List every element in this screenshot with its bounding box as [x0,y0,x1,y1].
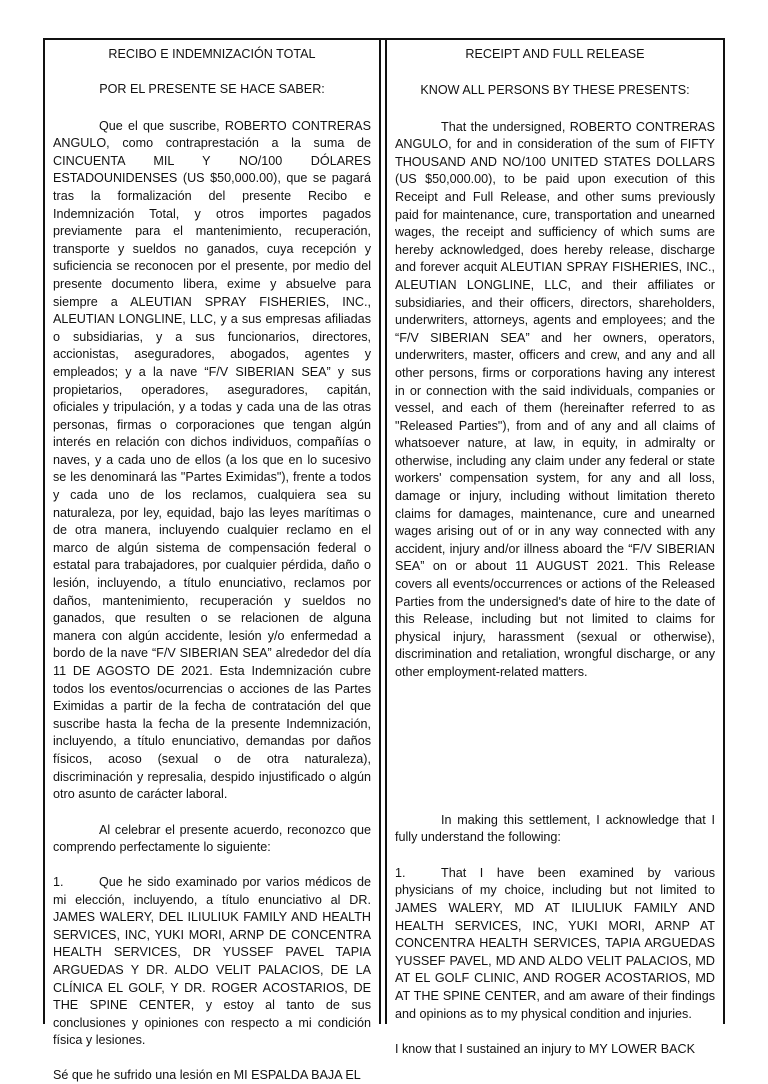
spanish-subtitle: POR EL PRESENTE SE HACE SABER: [99,82,325,96]
spanish-item-1 [53,874,371,1050]
spanish-acknowledge-paragraph: Al celebrar el presente acuerdo, reconozco que comprendo perfectamente lo siguiente: [53,822,371,855]
spanish-title: RECIBO E INDEMNIZACIÓN TOTAL [108,47,316,61]
english-item-1-text: That I have been examined by various physicians of my choice, including but not limited to JAMES WALERY, MD AT ILIULIUK FAMILY AND HEALTH SERVICES, INC, YUKI MORI, ARNP AT CONCENTRA HEALTH SERVICES, TAPIA ARGUEDAS YUSSEF PAVEL, MD AND ALDO VELIT PALACIOS, MD AT EL GOLF CLINIC, AND ROGER ACOSTARIOS, MD AT THE SPINE CENTER, and am aware of their findings and opinions as to my physical condition and injuries. [395,865,715,1021]
english-release-paragraph: That the undersigned, ROBERTO CONTRERAS ANGULO, for and in consideration of the sum of FIFTY THOUSAND AND NO/100 UNITED STATES DOLLARS (US $50,000.00), to be paid upon execution of this Receipt and Full Release, and other sums previously paid for maintenance, cure, transportation and unearned wages, the receipt and sufficiency of which sums are hereby acknowledged, does hereby release, discharge and forever acquit ALEUTIAN SPRAY FISHERIES, INC., ALEUTIAN LONGLINE, LLC, and their affiliates or subsidiaries, and their officers, directors, shareholders, underwriters, attorneys, agents and employees; and the “F/V SIBERIAN SEA” and her owners, operators, underwriters, master, officers and crew, and any and all other persons, firms or corporations having any interest in or connection with the said individuals, companies or vessel, and each of them (hereinafter referred to as "Released Parties"), from and of any and all claims of whatsoever nature, at law, in equity, in admiralty or otherwise, including any claim under any federal or state workers' compensation system, for any and all loss, damage or injury, including without limitation thereto claims for damages, maintenance, cure and unearned wages arising out of or in any way connected with any accident, injury and/or illness aboard the “F/V SIBERIAN SEA” on or about 11 AUGUST 2021. This Release covers all events/occurrences or actions of the Released Parties from the undersigned's date of hire to the date of this Release, including but not limited to claims for physical injury, harassment (sexual or otherwise), discrimination and retaliation, wrongful discharge, or any other employment-related matters. [395,119,715,679]
spanish-injury-paragraph: Sé que he sufrido una lesión en MI ESPALDA BAJA EL [53,1067,361,1082]
english-injury-paragraph: I know that I sustained an injury to MY LOWER BACK [395,1042,696,1057]
spanish-item-1-text: Que he sido examinado por varios médicos de mi elección, incluyendo, a título enunciativo al DR. JAMES WALERY, DEL ILIULIUK FAMILY AND HEALTH SERVICES, INC, YUKI MORI, ARNP DE CONCENTRA HEALTH SERVICES, DR YUSSEF PAVEL TAPIA ARGUEDAS Y DR. ALDO VELIT PALACIOS, DE LA CLÍNICA EL GOLF, Y DR. ROGER ACOSTARIOS, DE THE SPINE CENTER, y estoy al tanto de sus conclusiones y opiniones con respecto a mi condición física y lesiones. [53,874,371,1048]
document-table [43,38,725,1082]
english-subtitle: KNOW ALL PERSONS BY THESE PRESENTS: [420,83,690,97]
english-acknowledge-paragraph: In making this settlement, I acknowledge that I fully understand the following: [395,812,715,845]
spanish-column [45,40,381,1082]
english-title: RECEIPT AND FULL RELEASE [465,47,645,61]
spanish-item-1-number: 1. [53,874,64,889]
spanish-release-paragraph: Que el que suscribe, ROBERTO CONTRERAS ANGULO, como contraprestación a la suma de CINCUENTA MIL Y NO/100 DÓLARES ESTADOUNIDENSES (US $50,000.00), que se pagará tras la formalización del presente Recibo e Indemnización Total, y otros importes pagados previamente para el mantenimiento, recuperación, transporte y sueldos no ganados, cuya recepción y suficiencia se reconocen por el presente, por medio del presente documento libera, exime y absuelve para siempre a ALEUTIAN SPRAY FISHERIES, INC., ALEUTIAN LONGLINE, LLC, y a sus empresas afiliadas o subsidiarias, y a sus funcionarios, directores, accionistas, aseguradores, abogados, agentes y empleados; y a la nave “F/V SIBERIAN SEA” y sus propietarios, operadores, aseguradores, capitán, oficiales y tripulación, y a todas y cada una de las otras personas, firmas o corporaciones que tengan algún interés en relación con dichos individuos, compañías o naves, y a cada uno de ellos (a los que en lo sucesivo se les denominará las "Partes Eximidas"), frente a todos y cada uno de los reclamos, cualquiera sea su naturaleza, por ley, equidad, bajo las leyes marítimas o de otra manera, incluyendo cualquier reclamo en el marco de algún sistema de compensación federal o estatal para trabajadores, por cualquier pérdida, daño o lesión, incluyendo, a título enunciativo, reclamos por daños, mantenimiento, recuperación y sueldos no ganados, que resulten o se relacionen de alguna manera con algún accidente, lesión y/o enfermedad a bordo de la nave “F/V SIBERIAN SEA” alrededor del día 11 DE AGOSTO DE 2021. Esta Indemnización cubre todos los eventos/ocurrencias o acciones de las Partes Eximidas a partir de la fecha de contratación del que suscribe hasta la fecha de la presente Indemnización, incluyendo, a título enunciativo, demandas por daños físicos, acoso (sexual o de otra naturaleza), discriminación y represalia, despido injustificado o algún otro asunto de carácter laboral. [53,118,371,802]
english-item-1 [395,865,715,1023]
english-item-1-number: 1. [395,865,406,880]
english-column [385,40,723,1057]
